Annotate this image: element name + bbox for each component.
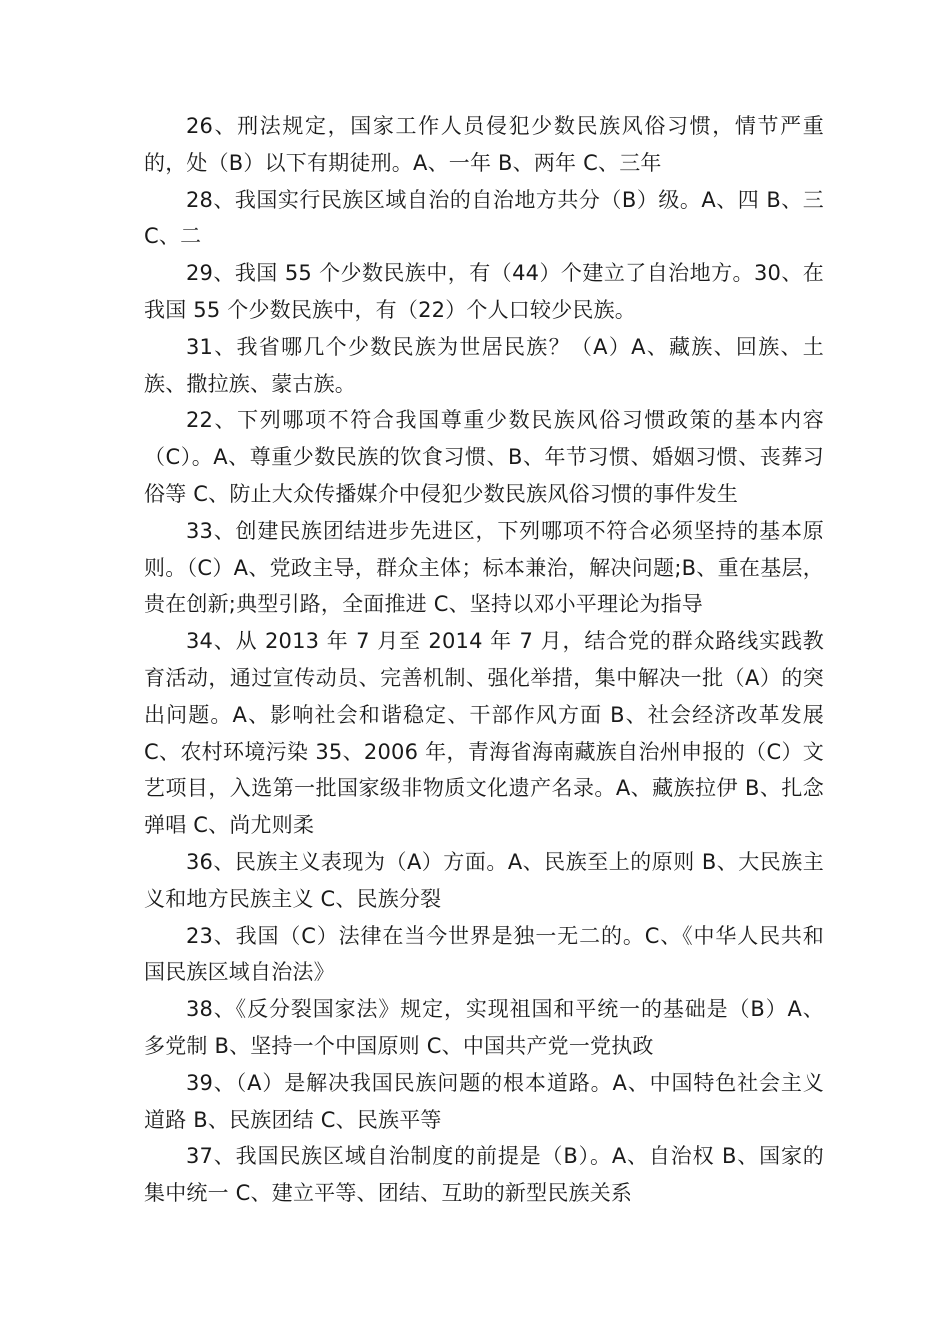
question-22: 22、下列哪项不符合我国尊重少数民族风俗习惯政策的基本内容（C）。A、尊重少数民族的饮食习惯、B、年节习惯、婚姻习惯、丧葬习俗等 C、防止大众传播媒介中侵犯少数民族风俗习惯的事件发生	[144, 408, 824, 506]
question-26: 26、刑法规定，国家工作人员侵犯少数民族风俗习惯，情节严重的，处（B）以下有期徒刑。A、一年 B、两年 C、三年	[144, 114, 824, 175]
question-33: 33、创建民族团结进步先进区，下列哪项不符合必须坚持的基本原则。（C）A、党政主导，群众主体；标本兼治，解决问题;B、重在基层，贵在创新;典型引路，全面推进 C、坚持以邓小平理论为指导	[144, 518, 824, 617]
question-34-35: 34、从 2013 年 7 月至 2014 年 7 月，结合党的群众路线实践教育活动，通过宣传动员、完善机制、强化举措，集中解决一批（A）的突出问题。A、影响社会和谐稳定、干部作风方面 B、社会经济改革发展 C、农村环境污染 35、2006 年，青海省海南藏族自治州申报的（C）文艺项目，入选第一批国家级非物质文化遗产名录。A、藏族拉伊 B、扎念弹唱 C、尚尤则柔	[144, 629, 824, 838]
question-31: 31、我省哪几个少数民族为世居民族？（A）A、藏族、回族、土族、撒拉族、蒙古族。	[144, 334, 824, 396]
question-37: 37、我国民族区域自治制度的前提是（B）。A、自治权 B、国家的集中统一 C、建立平等、团结、互助的新型民族关系	[144, 1144, 824, 1206]
question-28: 28、我国实行民族区域自治的自治地方共分（B）级。A、四 B、三 C、二	[144, 187, 824, 249]
question-36: 36、民族主义表现为（A）方面。A、民族至上的原则 B、大民族主义和地方民族主义 C、民族分裂	[144, 849, 824, 911]
document-body	[144, 108, 824, 1212]
question-38: 38、《反分裂国家法》规定，实现祖国和平统一的基础是（B）A、多党制 B、坚持一个中国原则 C、中国共产党一党执政	[144, 997, 824, 1058]
question-39: 39、（A）是解决我国民族问题的根本道路。A、中国特色社会主义道路 B、民族团结 C、民族平等	[144, 1070, 824, 1132]
question-29-30: 29、我国 55 个少数民族中，有（44）个建立了自治地方。30、在我国 55 个少数民族中，有（22）个人口较少民族。	[144, 261, 824, 322]
question-23: 23、我国（C）法律在当今世界是独一无二的。C、《中华人民共和国民族区域自治法》	[144, 923, 824, 985]
